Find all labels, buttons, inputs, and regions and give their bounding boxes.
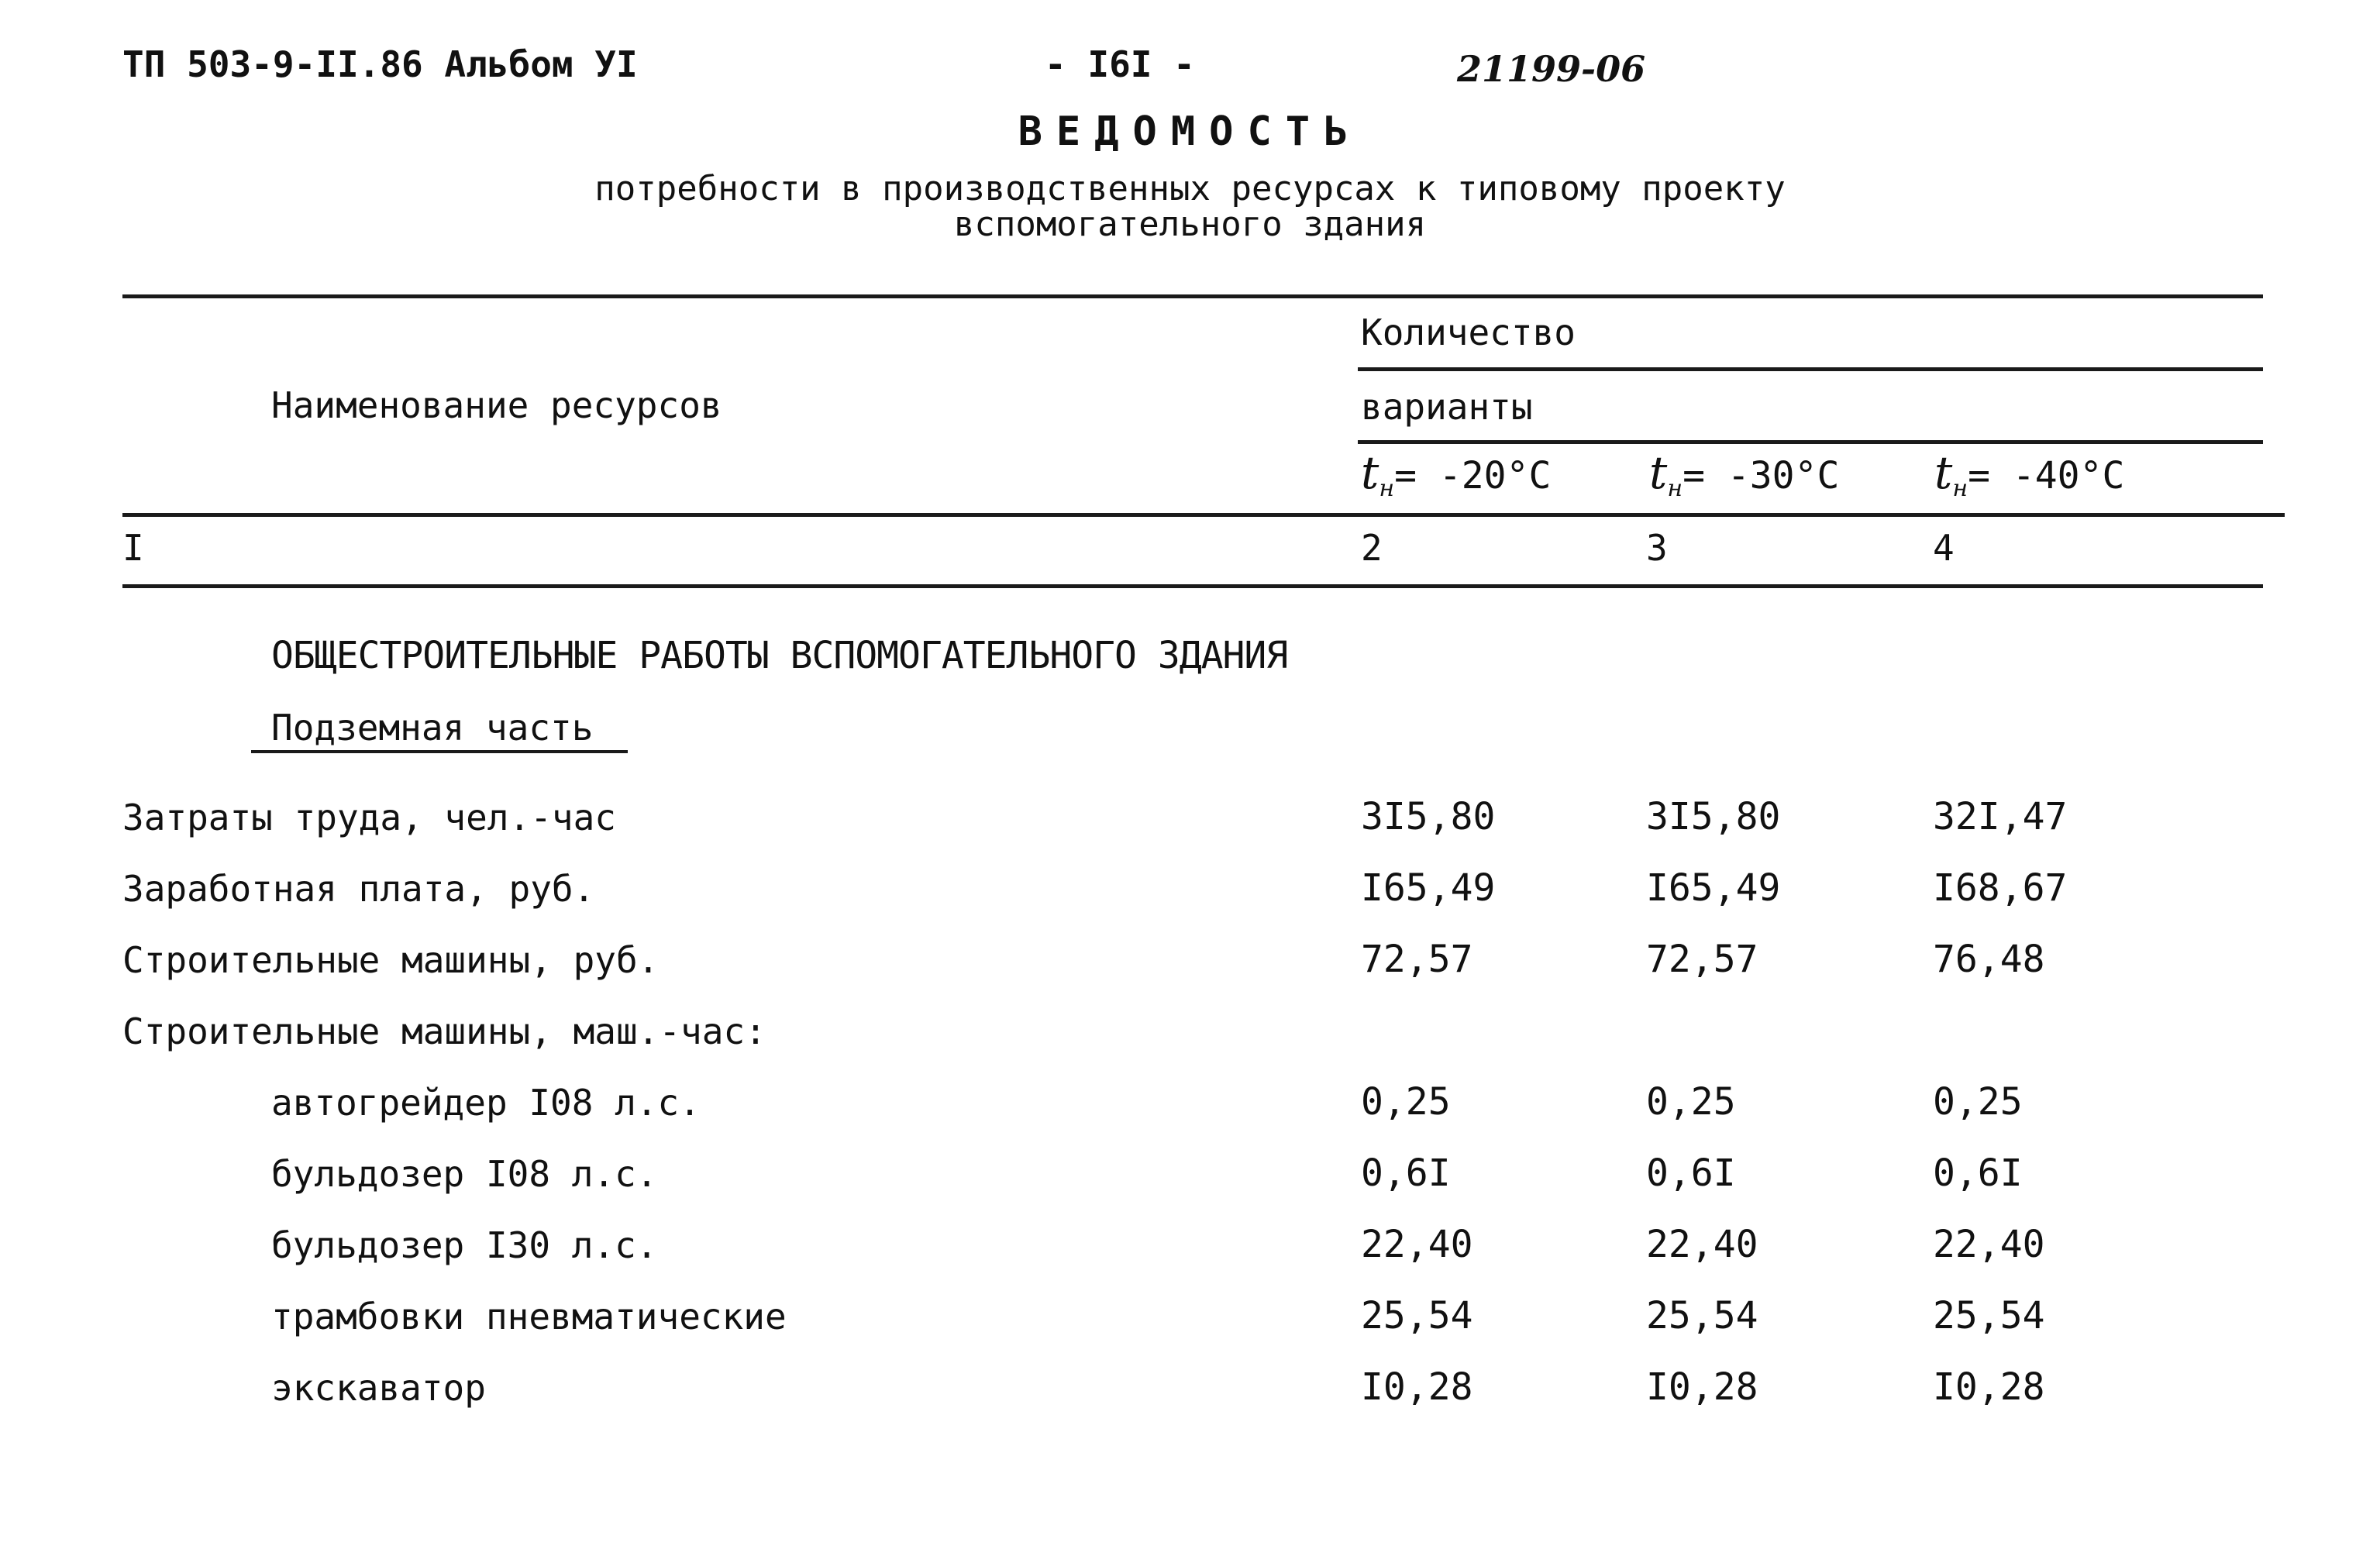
row-value-variant-2: I65,49 bbox=[1646, 866, 1781, 910]
row-value-variant-3: I68,67 bbox=[1933, 866, 2068, 910]
row-name: Строительные машины, руб. bbox=[122, 939, 660, 981]
column-numbers-rule bbox=[122, 584, 2263, 588]
subsection-underline bbox=[251, 750, 628, 753]
row-value-variant-3: 25,54 bbox=[1933, 1294, 2045, 1337]
variant-subscript: н bbox=[1379, 475, 1395, 502]
table-top-rule bbox=[122, 294, 2263, 298]
variants-rule bbox=[1358, 440, 2263, 444]
header-resource-name: Наименование ресурсов bbox=[271, 384, 722, 426]
row-value-variant-3: 76,48 bbox=[1933, 938, 2045, 981]
row-value-variant-2: 0,6I bbox=[1646, 1152, 1736, 1195]
section-title: ОБЩЕСТРОИТЕЛЬНЫЕ РАБОТЫ ВСПОМОГАТЕЛЬНОГО ЗДАНИЯ bbox=[271, 634, 1288, 677]
variant-subscript: н bbox=[1952, 475, 1968, 502]
document-title: ВЕДОМОСТЬ bbox=[1018, 108, 1362, 155]
header-bottom-rule bbox=[122, 513, 2285, 517]
row-name: Строительные машины, маш.-час: bbox=[122, 1010, 766, 1052]
column-number-4: 4 bbox=[1933, 527, 1955, 569]
row-value-variant-3: 32I,47 bbox=[1933, 795, 2068, 838]
variant-value: = -30°C bbox=[1683, 454, 1840, 497]
row-name: экскаватор bbox=[271, 1367, 486, 1409]
variant-header-3 bbox=[1934, 446, 2125, 502]
handwritten-number: 21199-06 bbox=[1457, 48, 1646, 90]
row-name: бульдозер I30 л.с. bbox=[271, 1224, 658, 1266]
variant-header-1 bbox=[1361, 446, 1552, 502]
row-value-variant-2: 0,25 bbox=[1646, 1080, 1736, 1124]
column-number-1: I bbox=[122, 527, 144, 569]
variant-header-2 bbox=[1649, 446, 1840, 502]
row-name: автогрейдер I08 л.с. bbox=[271, 1082, 701, 1124]
variant-symbol: t bbox=[1934, 446, 1953, 499]
variant-symbol: t bbox=[1649, 446, 1668, 499]
variant-value: = -20°C bbox=[1394, 454, 1552, 497]
row-value-variant-3: 22,40 bbox=[1933, 1223, 2045, 1266]
row-value-variant-1: I0,28 bbox=[1361, 1365, 1473, 1409]
row-value-variant-3: I0,28 bbox=[1933, 1365, 2045, 1409]
document-subtitle-line2: вспомогательного здания bbox=[953, 205, 1427, 244]
row-value-variant-1: 72,57 bbox=[1361, 938, 1473, 981]
variant-symbol: t bbox=[1361, 446, 1379, 499]
row-value-variant-2: 72,57 bbox=[1646, 938, 1758, 981]
row-value-variant-2: 22,40 bbox=[1646, 1223, 1758, 1266]
subsection-title: Подземная часть bbox=[271, 707, 594, 749]
header-quantity: Количество bbox=[1361, 312, 1576, 353]
row-value-variant-3: 0,6I bbox=[1933, 1152, 2023, 1195]
variant-value: = -40°C bbox=[1968, 454, 2125, 497]
row-value-variant-1: I65,49 bbox=[1361, 866, 1496, 910]
row-value-variant-2: 25,54 bbox=[1646, 1294, 1758, 1337]
row-value-variant-3: 0,25 bbox=[1933, 1080, 2023, 1124]
document-subtitle-line1: потребности в производственных ресурсах к типовому проекту bbox=[594, 169, 1786, 208]
quantity-rule bbox=[1358, 367, 2263, 371]
row-value-variant-1: 25,54 bbox=[1361, 1294, 1473, 1337]
row-name: Затраты труда, чел.-час bbox=[122, 797, 616, 838]
page-number: - I6I - bbox=[1045, 43, 1195, 85]
header-variants: варианты bbox=[1361, 386, 1533, 428]
row-name: Заработная плата, руб. bbox=[122, 868, 595, 910]
row-value-variant-1: 22,40 bbox=[1361, 1223, 1473, 1266]
variant-subscript: н bbox=[1667, 475, 1683, 502]
row-value-variant-2: I0,28 bbox=[1646, 1365, 1758, 1409]
column-number-2: 2 bbox=[1361, 527, 1383, 569]
document-code: ТП 503-9-II.86 Альбом УI bbox=[122, 43, 638, 85]
row-value-variant-1: 0,25 bbox=[1361, 1080, 1451, 1124]
row-name: трамбовки пневматические bbox=[271, 1296, 787, 1337]
row-value-variant-1: 3I5,80 bbox=[1361, 795, 1496, 838]
column-number-3: 3 bbox=[1646, 527, 1668, 569]
row-value-variant-1: 0,6I bbox=[1361, 1152, 1451, 1195]
row-value-variant-2: 3I5,80 bbox=[1646, 795, 1781, 838]
row-name: бульдозер I08 л.с. bbox=[271, 1153, 658, 1195]
